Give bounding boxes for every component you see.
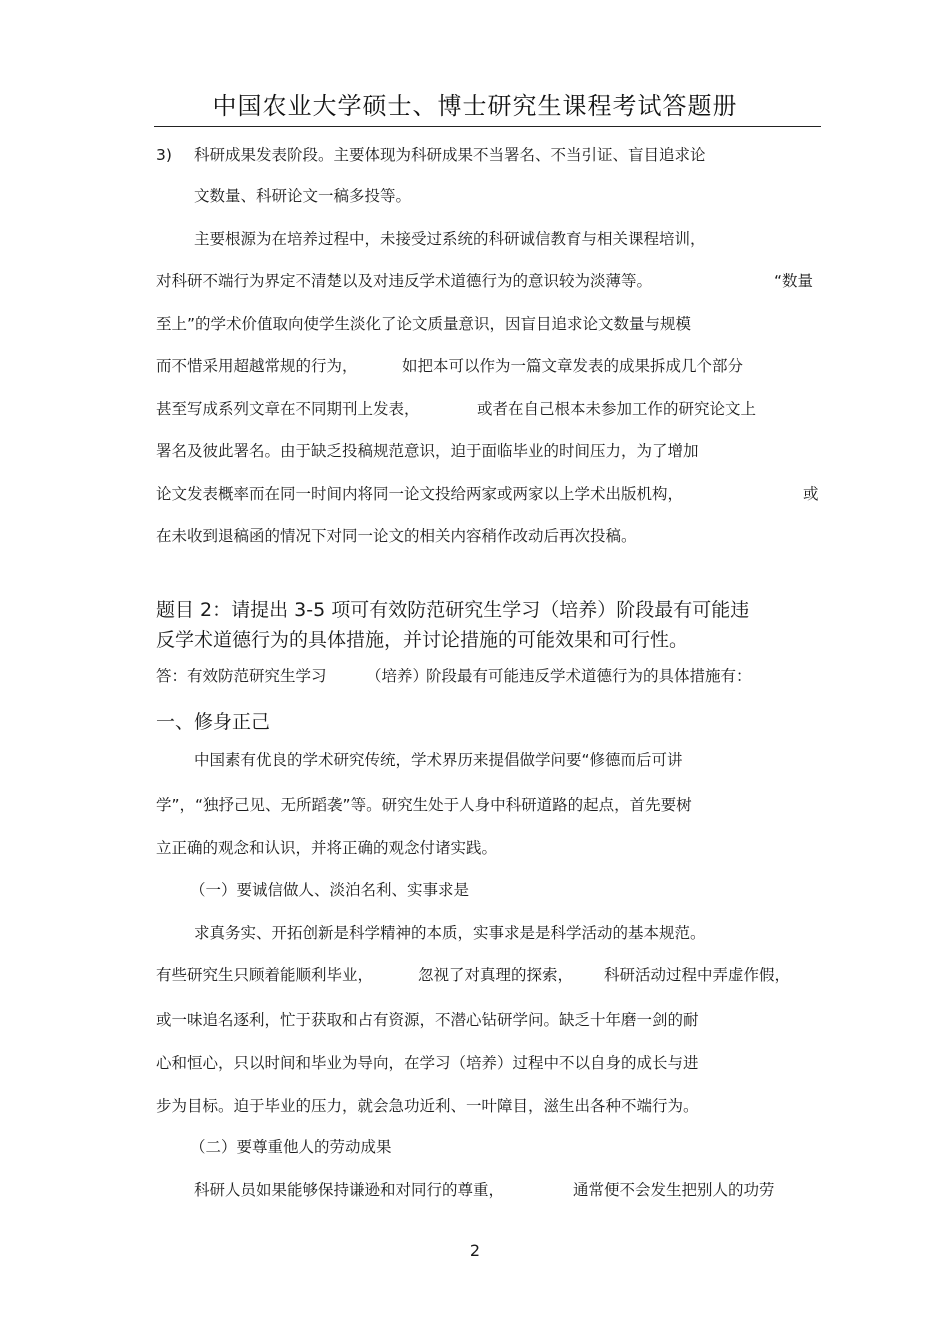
subsection-heading: （一）要诚信做人、淡泊名利、实事求是 bbox=[190, 881, 470, 899]
header-divider bbox=[154, 126, 821, 127]
paragraph-line: 立正确的观念和认识，并将正确的观念付诸实践。 bbox=[156, 839, 498, 857]
paragraph-line: 或者在自己根本未参加工作的研究论文上 bbox=[477, 400, 757, 418]
paragraph-line: 或一味追名逐利，忙于获取和占有资源，不潜心钻研学问。缺乏十年磨一剑的耐 bbox=[156, 1011, 699, 1029]
list-item-number: 3) bbox=[156, 146, 172, 164]
paragraph-line: 科研活动过程中弄虚作假， bbox=[604, 966, 791, 984]
paragraph-line: 步为目标。迫于毕业的压力，就会急功近利、一叶障目，滋生出各种不端行为。 bbox=[156, 1097, 699, 1115]
paragraph-line: 心和恒心，只以时间和毕业为导向，在学习（培养）过程中不以自身的成长与进 bbox=[156, 1054, 699, 1072]
page-header-title: 中国农业大学硕士、博士研究生课程考试答题册 bbox=[212, 92, 738, 120]
paragraph-line: “数量 bbox=[774, 272, 814, 290]
paragraph-line: 如把本可以作为一篇文章发表的成果拆成几个部分 bbox=[402, 357, 744, 375]
paragraph-line: 有些研究生只顾着能顺利毕业， bbox=[156, 966, 374, 984]
paragraph-line: 在未收到退稿函的情况下对同一论文的相关内容稍作改动后再次投稿。 bbox=[156, 527, 637, 545]
paragraph-line: 中国素有优良的学术研究传统，学术界历来提倡做学问要“修德而后可讲 bbox=[194, 751, 683, 769]
paragraph-line: 至上”的学术价值取向使学生淡化了论文质量意识，因盲目追求论文数量与规模 bbox=[156, 315, 692, 333]
question-title-line: 反学术道德行为的具体措施，并讨论措施的可能效果和可行性。 bbox=[156, 629, 689, 651]
question-title-line: 题目 2：请提出 3-5 项可有效防范研究生学习（培养）阶段最有可能违 bbox=[156, 599, 750, 621]
paragraph-line: 署名及彼此署名。由于缺乏投稿规范意识，迫于面临毕业的时间压力，为了增加 bbox=[156, 442, 699, 460]
paragraph-line: 科研成果发表阶段。主要体现为科研成果不当署名、不当引证、盲目追求论 bbox=[194, 146, 706, 164]
paragraph-line: 论文发表概率而在同一时间内将同一论文投给两家或两家以上学术出版机构， bbox=[156, 485, 684, 503]
paragraph-line: 科研人员如果能够保持谦逊和对同行的尊重， bbox=[194, 1181, 505, 1199]
paragraph-line: 而不惜采用超越常规的行为， bbox=[156, 357, 358, 375]
page-number: 2 bbox=[469, 1241, 481, 1260]
paragraph-line: 或 bbox=[803, 485, 819, 503]
paragraph-line: 甚至写成系列文章在不同期刊上发表， bbox=[156, 400, 420, 418]
paragraph-line: 对科研不端行为界定不清楚以及对违反学术道德行为的意识较为淡薄等。 bbox=[156, 272, 653, 290]
section-heading: 一、修身正己 bbox=[156, 711, 271, 733]
paragraph-line: 求真务实、开拓创新是科学精神的本质，实事求是是科学活动的基本规范。 bbox=[194, 924, 706, 942]
paragraph-line: 通常便不会发生把别人的功劳 bbox=[573, 1181, 775, 1199]
paragraph-line: 主要根源为在培养过程中，未接受过系统的科研诚信教育与相关课程培训， bbox=[194, 230, 706, 248]
subsection-heading: （二）要尊重他人的劳动成果 bbox=[190, 1138, 392, 1156]
answer-intro: 答：有效防范研究生学习 bbox=[156, 667, 327, 685]
answer-intro: （培养） bbox=[366, 667, 429, 685]
paragraph-line: 文数量、科研论文一稿多投等。 bbox=[194, 187, 412, 205]
paragraph-line: 忽视了对真理的探索， bbox=[418, 966, 574, 984]
answer-intro: 阶段最有可能违反学术道德行为的具体措施有： bbox=[426, 667, 752, 685]
paragraph-line: 学”，“独抒己见、无所蹈袭”等。研究生处于人身中科研道路的起点，首先要树 bbox=[156, 796, 692, 814]
